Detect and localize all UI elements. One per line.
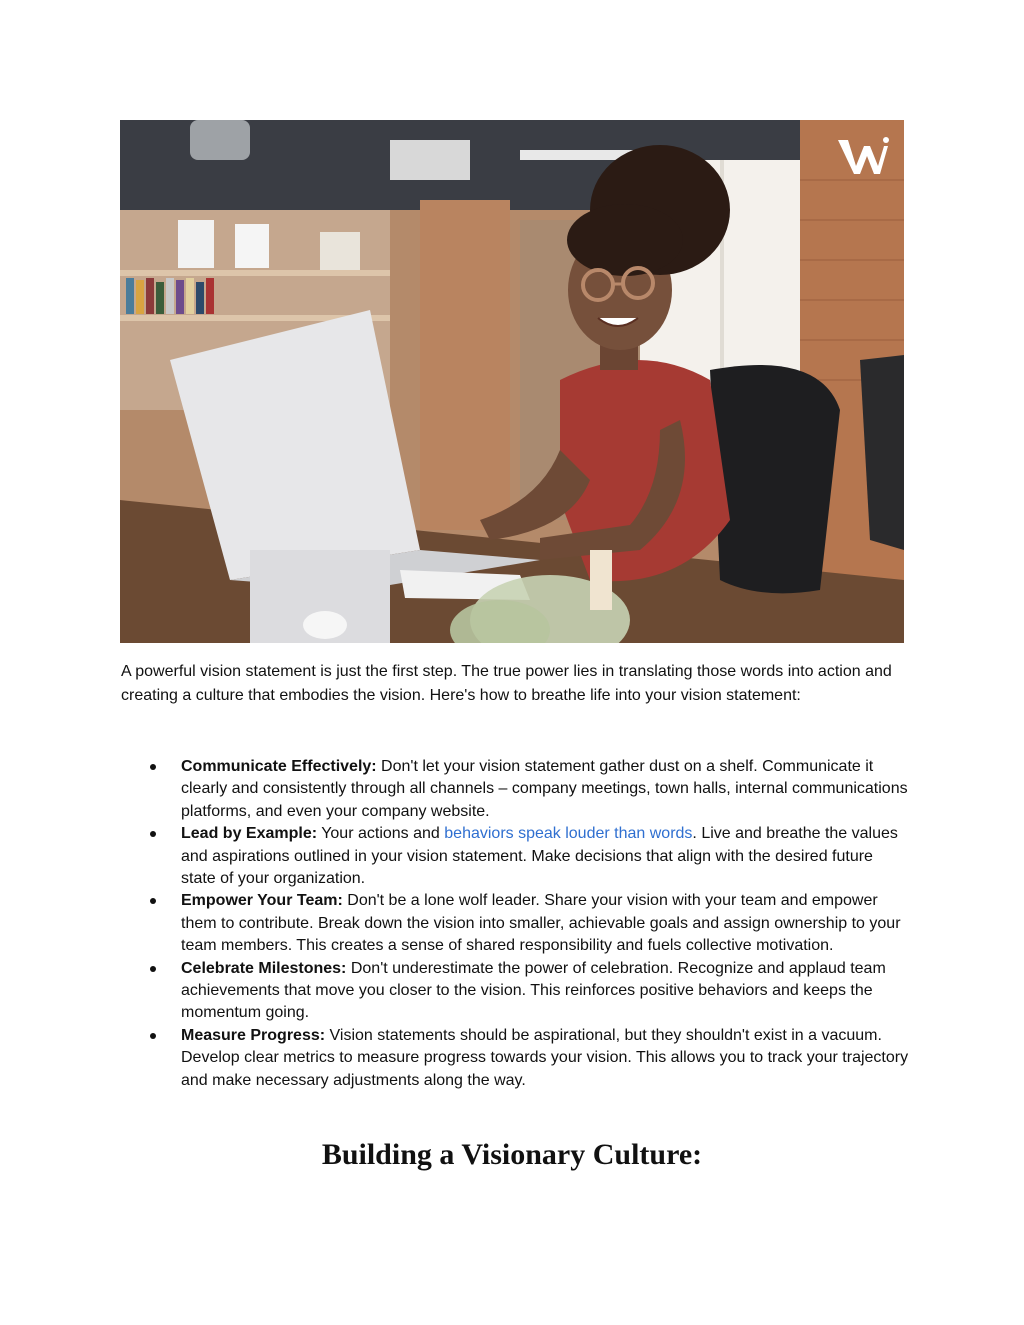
bullet-icon: [150, 831, 156, 837]
list-item-text: Don't let your vision statement gather dust on a shelf. Communicate it clearly and consistently through all channels – company meetings, town halls, internal communications platforms, and even your company website.: [181, 758, 908, 820]
list-item-title: Measure Progress:: [181, 1026, 326, 1044]
list-item-text: Your actions and: [317, 825, 445, 843]
behaviors-link[interactable]: behaviors speak louder than words: [444, 825, 693, 843]
bullet-icon: [150, 1033, 156, 1039]
list-item-text: Don't be a lone wolf leader. Share your vision with your team and empower them to contribute. Break down the vision into smaller, achievable goals and assign ownership to your team members. This creates a sense of shared responsibility and fuels collective motivation.: [181, 892, 901, 955]
brand-w-logo-icon: [836, 134, 890, 178]
list-item-text: Don't underestimate the power of celebration. Recognize and applaud team achievements that move you closer to the vision. This reinforces positive behaviors and keeps the momentum going.: [181, 959, 886, 1022]
list-item-title: Empower Your Team:: [181, 892, 343, 910]
list-item-title: Lead by Example:: [181, 825, 318, 843]
bullet-icon: [150, 898, 156, 904]
bullet-icon: [150, 966, 156, 972]
list-item: [121, 890, 911, 957]
list-item: [121, 823, 911, 890]
list-item: [121, 756, 911, 823]
intro-paragraph: A powerful vision statement is just the first step. The true power lies in translating those words into action and creating a culture that embodies the vision. Here's how to breathe life into your vision statement:: [121, 663, 892, 704]
list-item-title: Communicate Effectively:: [181, 758, 377, 775]
list-item-text: . Live and breathe the values and aspirations outlined in your vision statement. Make decisions that align with the desired future state of your organization.: [181, 825, 898, 888]
list-item-text: Vision statements should be aspirational, but they shouldn't exist in a vacuum. Develop clear metrics to measure progress towards your vision. This allows you to track your trajectory and make necessary adjustments along the way.: [181, 1026, 909, 1089]
list-item-title: Celebrate Milestones:: [181, 959, 347, 977]
tips-list: [121, 756, 911, 1092]
bullet-icon: [150, 764, 156, 770]
hero-image: [120, 120, 904, 643]
list-item: [121, 958, 911, 1025]
section-heading: Building a Visionary Culture:: [321, 1138, 703, 1171]
list-item: [121, 1025, 911, 1092]
